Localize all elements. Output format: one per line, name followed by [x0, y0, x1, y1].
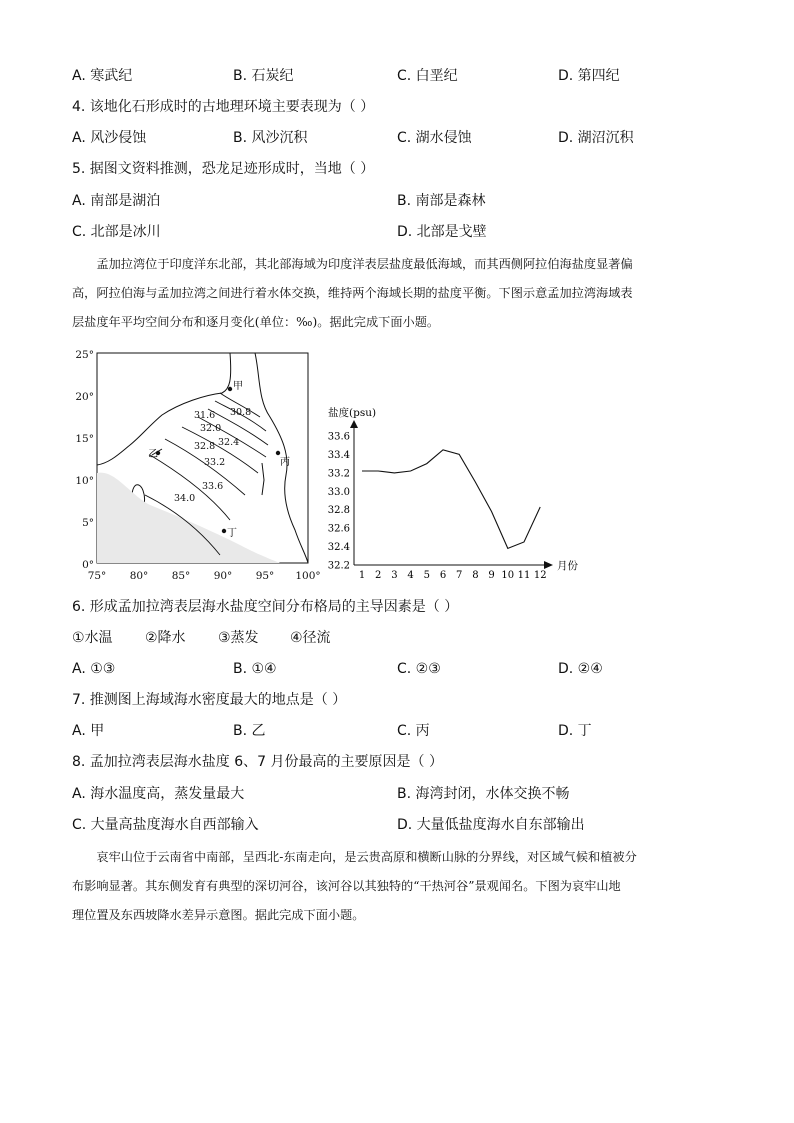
series-line — [362, 450, 540, 549]
isoline-label-32-4: 32.4 — [218, 437, 240, 448]
q4-option-d: D. 湖沼沉积 — [558, 130, 634, 146]
q8-stem: 8. 孟加拉湾表层海水盐度 6、7 月份最高的主要原因是（ ） — [72, 754, 443, 770]
y-tick-label: 33.2 — [327, 468, 350, 480]
label-ding: 丁 — [227, 528, 237, 539]
isoline-label-33-6: 33.6 — [202, 481, 224, 492]
x-tick-label: 5 — [423, 570, 430, 580]
q7-option-d: D. 丁 — [558, 723, 592, 739]
q5-option-c: C. 北部是冰川 — [72, 224, 161, 240]
passage1-line1: 孟加拉湾位于印度洋东北部，其北部海域为印度洋表层盐度最低海域，而其西侧阿拉伯海盐度显著偏 — [96, 257, 633, 271]
lat-20: 20° — [75, 391, 94, 403]
q8-option-d: D. 大量低盐度海水自东部输出 — [397, 817, 585, 833]
x-tick-label: 12 — [533, 570, 547, 580]
lon-95: 95° — [255, 570, 275, 582]
q6-factor-2: ②降水 — [145, 630, 186, 646]
y-tick-label: 32.8 — [327, 505, 350, 517]
q4-option-c: C. 湖水侵蚀 — [397, 130, 472, 146]
x-tick-label: 10 — [501, 570, 515, 580]
q6-option-d: D. ②④ — [558, 661, 603, 677]
q6-option-b: B. ①④ — [233, 661, 277, 677]
q7-stem: 7. 推测图上海域海水密度最大的地点是（ ） — [72, 692, 347, 708]
chart-ylabel: 盐度(psu) — [328, 407, 377, 419]
passage2-line2: 布影响显著。其东侧发育有典型的深切河谷，该河谷以其独特的“干热河谷”景观闻名。下图为哀牢山地 — [72, 879, 621, 893]
y-tick-label: 32.6 — [327, 523, 350, 535]
salinity-map — [70, 345, 330, 585]
chart-xlabel: 月份 — [557, 560, 578, 572]
q6-factor-4: ④径流 — [290, 630, 331, 646]
q6-option-c: C. ②③ — [397, 661, 441, 677]
y-tick-label: 33.6 — [327, 431, 350, 443]
label-bing: 丙 — [280, 457, 290, 468]
isoline-label-34-0: 34.0 — [174, 493, 196, 504]
y-axis-arrow — [350, 420, 358, 428]
x-tick-label: 4 — [407, 570, 414, 580]
q6-factor-3: ③蒸发 — [218, 630, 259, 646]
point-ding — [222, 529, 226, 533]
x-tick-label: 7 — [456, 570, 463, 580]
isoline-label-33-2: 33.2 — [204, 457, 226, 468]
q4-option-b: B. 风沙沉积 — [233, 130, 308, 146]
lon-80: 80° — [129, 570, 149, 582]
lon-100: 100° — [295, 570, 321, 582]
y-tick-label: 33.4 — [327, 449, 350, 461]
q8-option-a: A. 海水温度高，蒸发量最大 — [72, 786, 245, 802]
y-tick-label: 32.2 — [327, 560, 350, 572]
lat-15: 15° — [75, 433, 94, 445]
point-jia — [228, 387, 232, 391]
passage2-line3: 理位置及东西坡降水差异示意图。据此完成下面小题。 — [72, 908, 365, 922]
q7-option-a: A. 甲 — [72, 723, 105, 739]
label-yi: 乙 — [148, 449, 158, 460]
q6-option-a: A. ①③ — [72, 661, 116, 677]
q8-option-c: C. 大量高盐度海水自西部输入 — [72, 817, 259, 833]
lon-75: 75° — [87, 570, 107, 582]
label-jia: 甲 — [233, 381, 243, 392]
lat-25: 25° — [75, 349, 94, 361]
x-tick-label: 9 — [488, 570, 495, 580]
isoline-label-30-8: 30.8 — [230, 407, 252, 418]
q3-option-a: A. 寒武纪 — [72, 68, 133, 84]
x-tick-label: 11 — [517, 570, 531, 580]
q6-stem: 6. 形成孟加拉湾表层海水盐度空间分布格局的主导因素是（ ） — [72, 599, 459, 615]
lon-90: 90° — [213, 570, 233, 582]
q5-option-a: A. 南部是湖泊 — [72, 193, 161, 209]
passage1-line2: 高，阿拉伯海与孟加拉湾之间进行着水体交换，维持两个海域长期的盐度平衡。下图示意孟加拉湾海域表 — [72, 286, 633, 300]
q3-option-c: C. 白垩纪 — [397, 68, 458, 84]
x-tick-label: 1 — [358, 570, 366, 580]
passage-bay-of-bengal — [72, 250, 724, 337]
y-tick-label: 32.4 — [327, 542, 350, 554]
x-tick-label: 2 — [375, 570, 382, 580]
q5-stem: 5. 据图文资料推测，恐龙足迹形成时，当地（ ） — [72, 161, 375, 177]
isoline-label-32-0: 32.0 — [200, 423, 222, 434]
lat-5: 5° — [82, 517, 94, 529]
q5-option-d: D. 北部是戈壁 — [397, 224, 487, 240]
lat-0: 0° — [82, 559, 94, 571]
lon-85: 85° — [171, 570, 191, 582]
q4-option-a: A. 风沙侵蚀 — [72, 130, 147, 146]
isoline-label-32-8: 32.8 — [194, 441, 216, 452]
q4-stem: 4. 该地化石形成时的古地理环境主要表现为（ ） — [72, 99, 375, 115]
q8-option-b: B. 海湾封闭，水体交换不畅 — [397, 786, 570, 802]
passage1-line3: 层盐度年平均空间分布和逐月变化(单位：‰)。据此完成下面小题。 — [72, 315, 440, 329]
salinity-monthly-chart — [320, 400, 590, 580]
point-bing — [276, 451, 280, 455]
passage2-line1: 哀牢山位于云南省中南部，呈西北-东南走向，是云贵高原和横断山脉的分界线，对区域气候和植被分 — [96, 850, 637, 864]
x-tick-label: 8 — [472, 570, 479, 580]
q6-factor-1: ①水温 — [72, 630, 113, 646]
x-tick-label: 6 — [439, 570, 447, 580]
x-axis-arrow — [544, 561, 553, 569]
passage-ailao-mountain — [72, 843, 724, 930]
lat-10: 10° — [75, 475, 94, 487]
q7-option-b: B. 乙 — [233, 723, 266, 739]
y-tick-label: 33.0 — [327, 486, 350, 498]
q7-option-c: C. 丙 — [397, 723, 430, 739]
q5-option-b: B. 南部是森林 — [397, 193, 486, 209]
q3-option-b: B. 石炭纪 — [233, 68, 294, 84]
isoline-label-31-6: 31.6 — [194, 410, 216, 421]
x-tick-label: 3 — [391, 570, 398, 580]
q3-option-d: D. 第四纪 — [558, 68, 620, 84]
